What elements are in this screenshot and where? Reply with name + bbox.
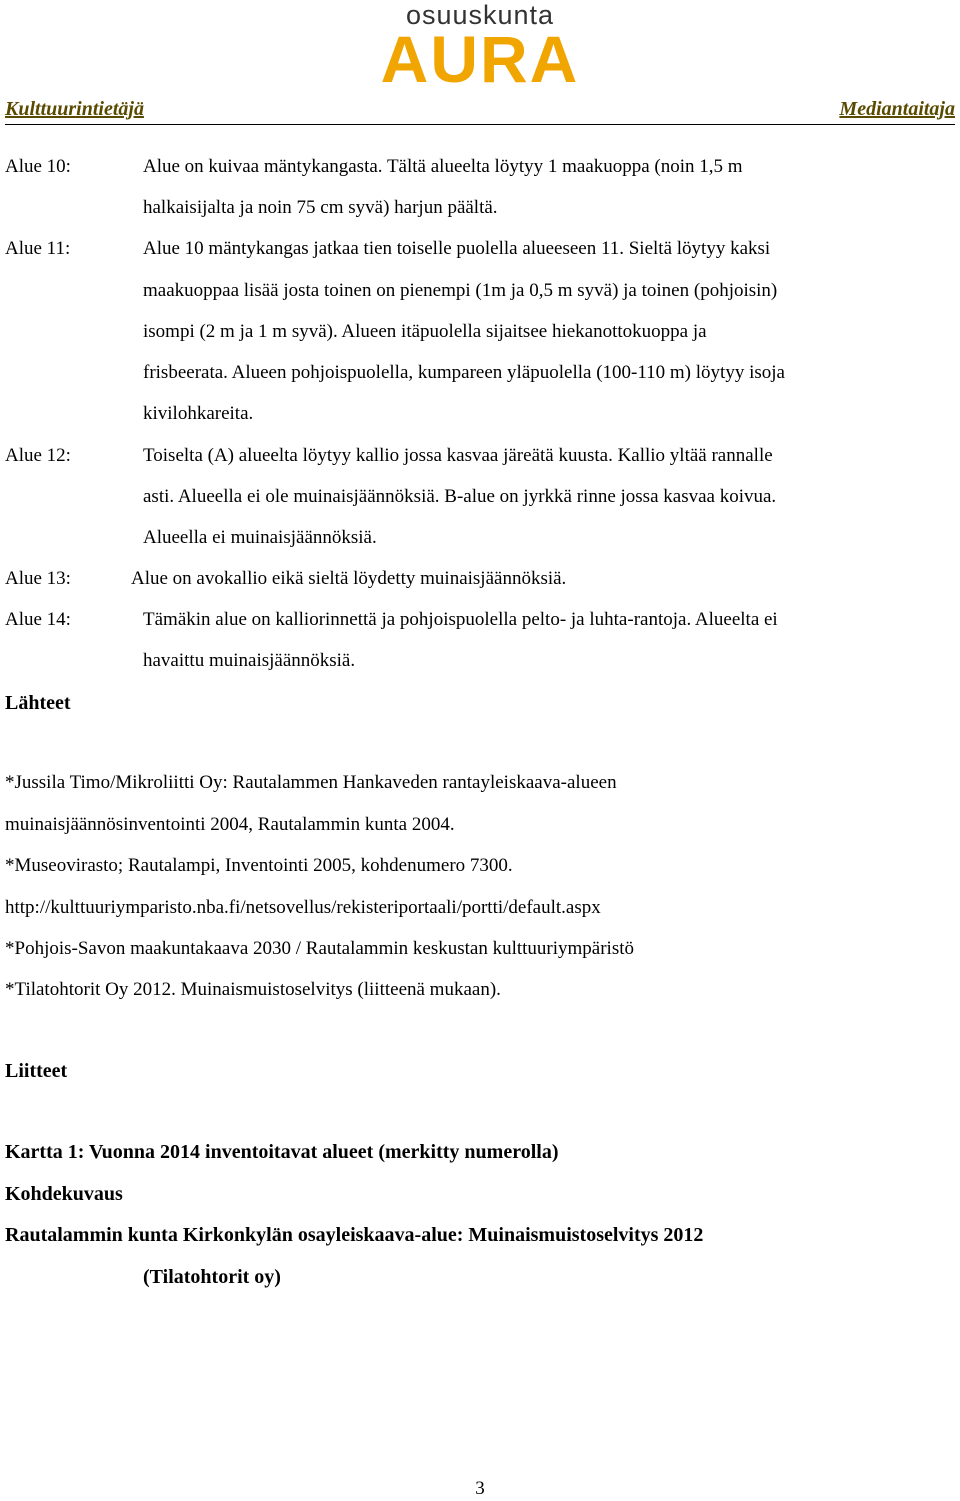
area-label: Alue 12: — [5, 445, 71, 466]
area-text-line: Tämäkin alue on kalliorinnettä ja pohjoispuolella pelto- ja luhta-rantoja. Alueelta ei — [143, 609, 778, 630]
source-line: *Pohjois-Savon maakuntakaava 2030 / Rautalammin keskustan kulttuuriympäristö — [5, 938, 635, 959]
area-text-line: Alueella ei muinaisjäännöksiä. — [143, 527, 377, 548]
sources-heading: Lähteet — [5, 692, 71, 714]
area-text-line: kivilohkareita. — [143, 403, 254, 424]
page-number: 3 — [475, 1478, 485, 1499]
header-right-title: Mediantaitaja — [839, 98, 955, 120]
area-label: Alue 11: — [5, 238, 71, 259]
area-text-line: Toiselta (A) alueelta löytyy kallio jossa kasvaa järeätä kuusta. Kallio yltää rannalle — [143, 445, 773, 466]
source-line: *Jussila Timo/Mikroliitti Oy: Rautalammen Hankaveden rantayleiskaava-alueen — [5, 772, 617, 793]
area-text-line: isompi (2 m ja 1 m syvä). Alueen itäpuolella sijaitsee hiekanottokuoppa ja — [143, 321, 707, 342]
area-text-line: asti. Alueella ei ole muinaisjäännöksiä. B-alue on jyrkkä rinne jossa kasvaa koivua. — [143, 486, 777, 507]
logo-top-text: osuuskunta — [405, 0, 555, 30]
appendix-item: Rautalammin kunta Kirkonkylän osayleiskaava-alue: Muinaismuistoselvitys 2012 — [5, 1224, 704, 1246]
area-text-line: Alue on kuivaa mäntykangasta. Tältä alueelta löytyy 1 maakuoppa (noin 1,5 m — [143, 156, 743, 177]
area-text-line: maakuoppaa lisää josta toinen on pienempi (1m ja 0,5 m syvä) ja toinen (pohjoisin) — [143, 280, 778, 301]
appendix-item: (Tilatohtorit oy) — [143, 1266, 281, 1288]
osuuskunta-aura-logo — [365, 0, 595, 98]
source-link[interactable]: http://kulttuuriymparisto.nba.fi/netsovellus/rekisteriportaali/portti/default.aspx — [5, 897, 601, 918]
area-label: Alue 14: — [5, 609, 71, 630]
area-label: Alue 10: — [5, 156, 71, 177]
source-line: *Tilatohtorit Oy 2012. Muinaismuistoselvitys (liitteenä mukaan). — [5, 979, 501, 1000]
area-text-line: Alue 10 mäntykangas jatkaa tien toiselle puolella alueeseen 11. Sieltä löytyy kaksi — [143, 238, 771, 259]
area-text-line: Alue on avokallio eikä sieltä löydetty muinaisjäännöksiä. — [131, 568, 567, 589]
source-line: *Museovirasto; Rautalampi, Inventointi 2005, kohdenumero 7300. — [5, 855, 513, 876]
area-text-line: halkaisijalta ja noin 75 cm syvä) harjun päältä. — [143, 197, 498, 218]
area-text-line: frisbeerata. Alueen pohjoispuolella, kumpareen yläpuolella (100-110 m) löytyy isoja — [143, 362, 785, 383]
source-line: muinaisjäännösinventointi 2004, Rautalammin kunta 2004. — [5, 814, 455, 835]
header-divider — [5, 124, 955, 125]
header-left-title: Kulttuurintietäjä — [5, 98, 144, 120]
appendix-item: Kartta 1: Vuonna 2014 inventoitavat alueet (merkitty numerolla) — [5, 1141, 559, 1163]
logo-main-text: AURA — [380, 22, 580, 96]
appendices-heading: Liitteet — [5, 1060, 68, 1082]
area-text-line: havaittu muinaisjäännöksiä. — [143, 650, 356, 671]
appendix-item: Kohdekuvaus — [5, 1183, 123, 1205]
area-label: Alue 13: — [5, 568, 71, 589]
